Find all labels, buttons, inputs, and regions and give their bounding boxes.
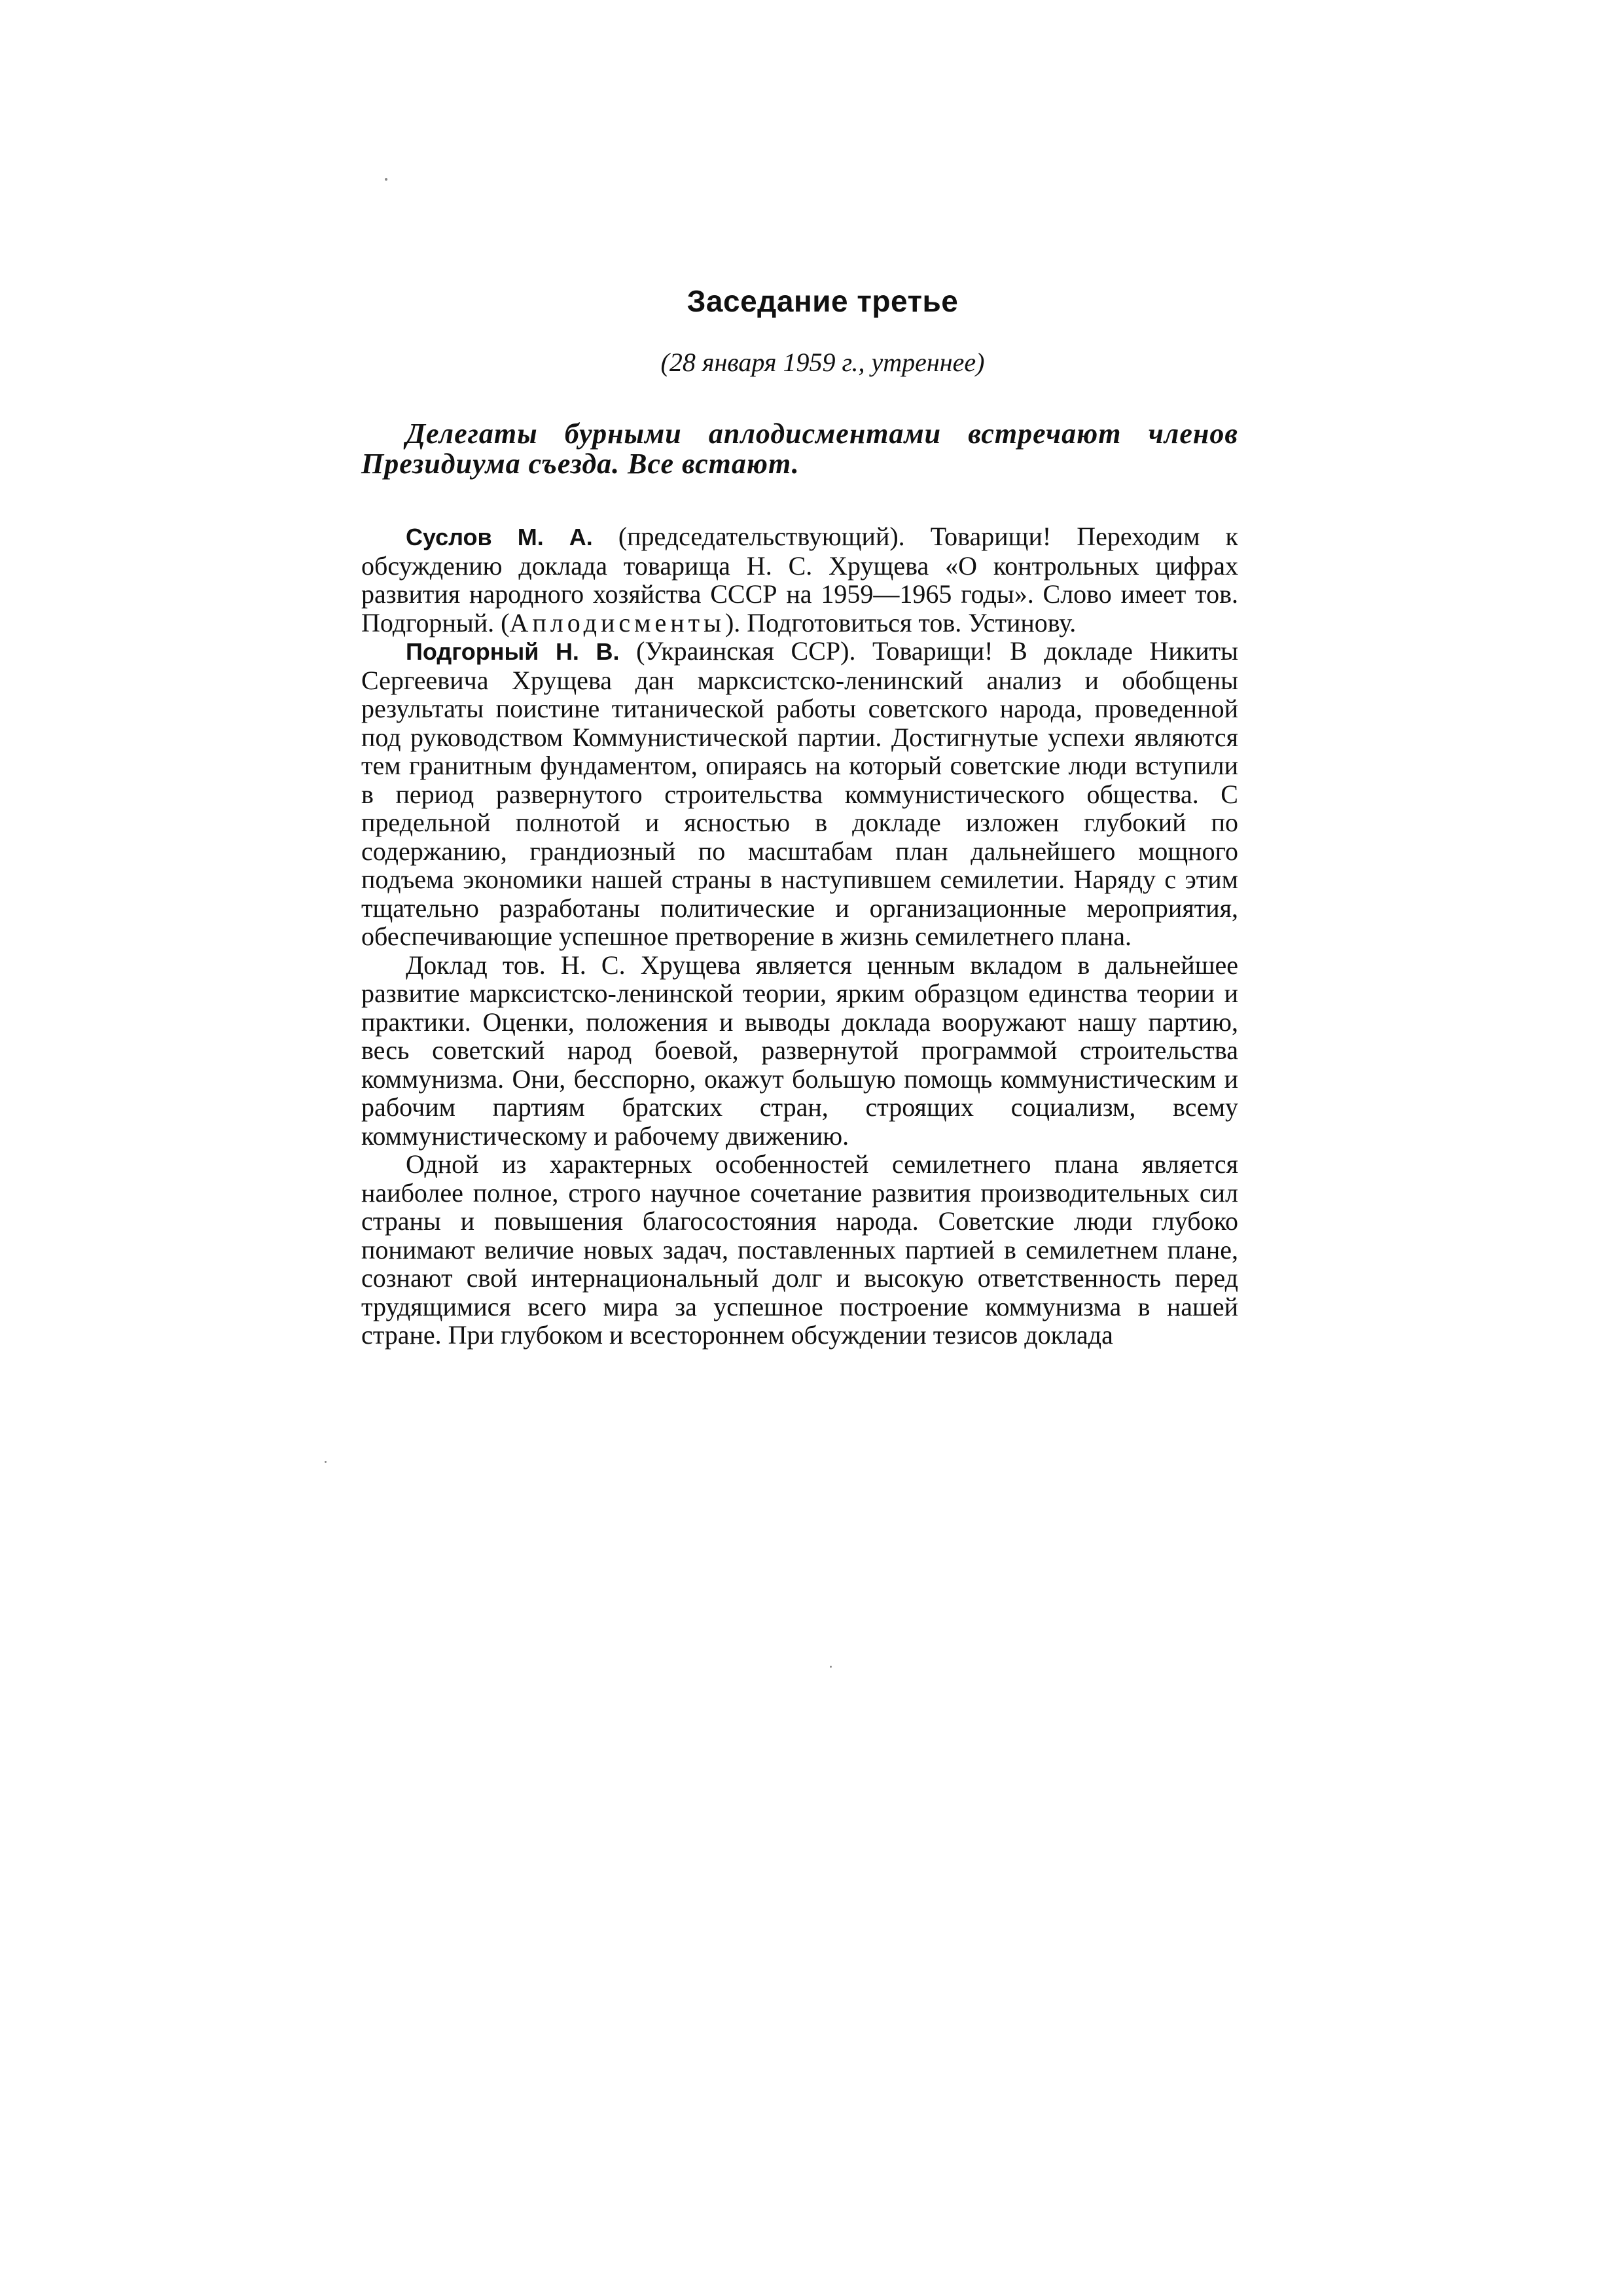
text-column: [361, 281, 1238, 1350]
paragraph-suslov: [361, 522, 1238, 637]
speaker-name: Суслов М. А.: [406, 524, 593, 550]
scan-speck: [830, 1666, 832, 1668]
applause-remark: Аплодисменты: [509, 607, 725, 637]
paragraph-text: (председательствующий). Товарищи! Переходим к обсуждению доклада товарища Н. С. Хрущева «О контрольных цифрах развития народного хозяйства СССР на 1959—1965 годы». Слово имеет тов. Подгорный. (: [361, 522, 1238, 637]
stage-direction: Делегаты бурными аплодисментами встречают членов Президиума съезда. Все встают.: [361, 418, 1238, 480]
session-date: (28 января 1959 г., утреннее): [660, 348, 985, 377]
scan-speck: [385, 178, 387, 181]
session-title: Заседание третье: [687, 284, 959, 318]
scan-speck: [325, 1461, 327, 1463]
speaker-name: Подгорный Н. В.: [406, 638, 620, 665]
paragraph-text: ). Подготовиться тов. Устинову.: [724, 607, 1077, 637]
paragraph: Доклад тов. Н. С. Хрущева является ценным вкладом в дальнейшее развитие марксистско-ленинской теории, ярким образцом единства теории и практики. Оценки, положения и выводы доклада вооружают нашу партию, весь советский народ боевой, развернутой программой строительства коммунизма. Они, бесспорно, окажут большую помощь коммунистическим и рабочим партиям братских стран, строящих социализм, всему коммунистическому и рабочему движению.: [361, 950, 1238, 1151]
transcript-body: [361, 522, 1238, 1350]
paragraph-text: (Украинская ССР). Товарищи! В докладе Никиты Сергеевича Хрущева дан марксистско-ленинский анализ и обобщены результаты поистине титанической работы советского народа, проведенной под руководством Коммунистической партии. Достигнутые успехи являются тем гранитным фундаментом, опираясь на который советские люди вступили в период развернутого строительства коммунистического общества. С предельной полнотой и ясностью в докладе изложен глубокий по содержанию, грандиозный по масштабам план дальнейшего мощного подъема экономики нашей страны в наступившем семилетии. Наряду с этим тщательно разработаны политические и организационные мероприятия, обеспечивающие успешное претворение в жизнь семилетнего плана.: [361, 636, 1238, 951]
paragraph: Одной из характерных особенностей семилетнего плана является наиболее полное, строго научное сочетание развития производительных сил страны и повышения благосостояния народа. Советские люди глубоко понимают величие новых задач, поставленных партией в семилетнем плане, сознают свой интернациональный долг и высокую ответственность перед трудящимися всего мира за успешное построение коммунизма в нашей стране. При глубоком и всестороннем обсуждении тезисов доклада: [361, 1149, 1238, 1350]
paragraph-podgorny: [361, 637, 1238, 951]
